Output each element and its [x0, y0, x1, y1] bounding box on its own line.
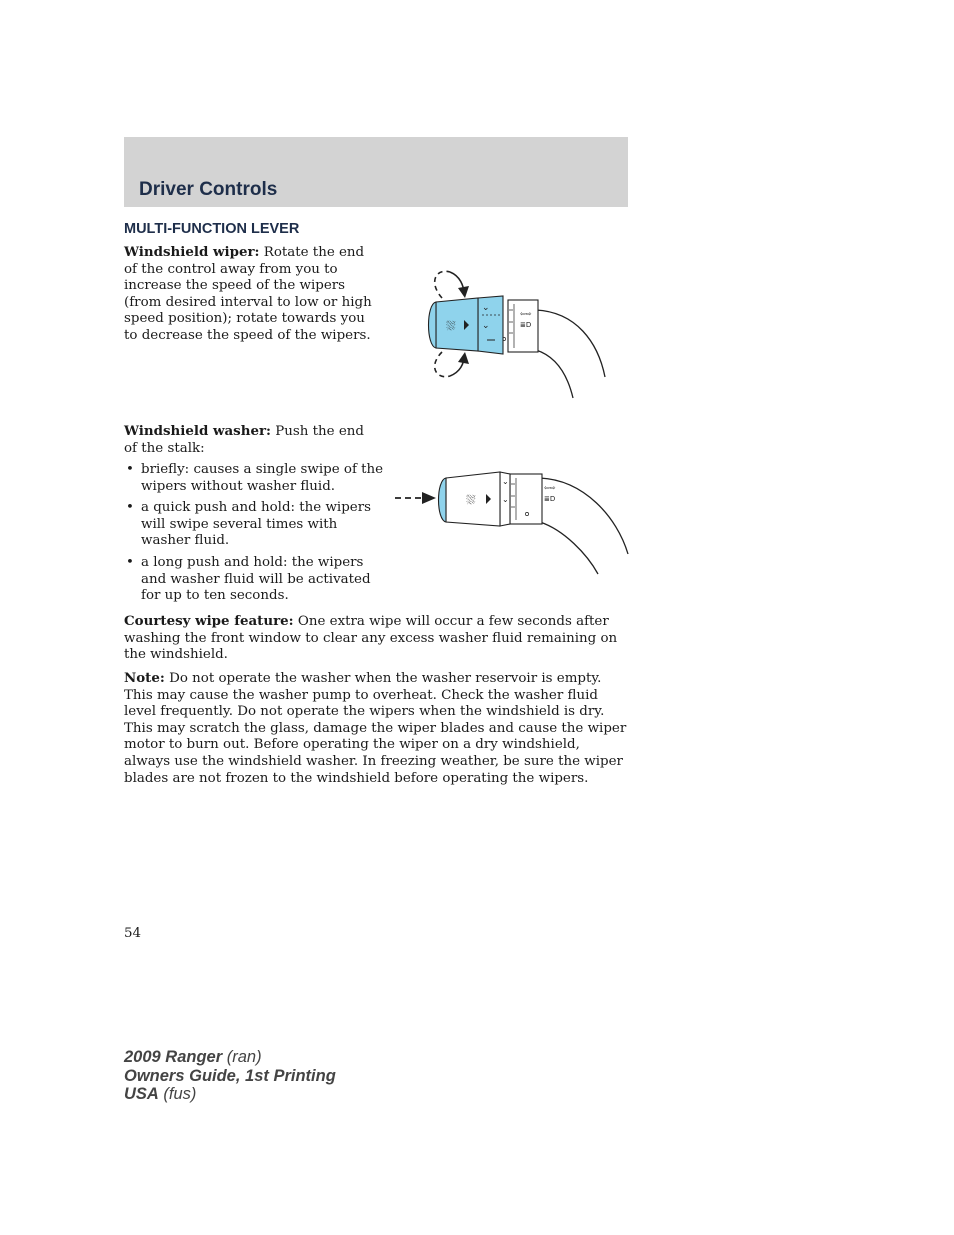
washer-push-illustration — [392, 462, 632, 580]
washer-label: Windshield washer: — [124, 423, 271, 439]
washer-text: Push the end of the stalk: — [124, 424, 364, 456]
note-label: Note: — [124, 670, 165, 686]
svg-text:⌄: ⌄ — [482, 321, 490, 331]
section-header-band — [124, 137, 628, 207]
courtesy-label: Courtesy wipe feature: — [124, 613, 294, 629]
svg-text:⛆: ⛆ — [466, 493, 476, 507]
svg-text:≣D: ≣D — [520, 321, 532, 329]
svg-text:⌄: ⌄ — [502, 495, 509, 504]
washer-bullet-list — [124, 462, 384, 610]
svg-text:⇦⇨: ⇦⇨ — [520, 310, 532, 318]
note-paragraph — [124, 670, 630, 787]
note-text: Do not operate the washer when the washer reservoir is empty. This may cause the washer pump to overheat. Check the washer fluid level frequently. Do not operate the wipers when the windshield is dry. This may scratch the glass, damage the wiper blades and cause the wiper motor to burn out. Before operating the wiper on a dry windshield, always use the windshield washer. In freezing weather, be sure the wiper blades are not frozen to the windshield before operating the wipers. — [124, 671, 627, 786]
wiper-text: Rotate the end of the control away from you to increase the speed of the wipers (from desired interval to low or high speed position); rotate towards you to decrease the speed of the wipers. — [124, 245, 372, 343]
footer-imprint: 2009 Ranger (ran) Owners Guide, 1st Printing USA (fus) — [124, 1048, 336, 1103]
page-title: Driver Controls — [139, 179, 278, 200]
svg-text:⛆: ⛆ — [446, 319, 456, 333]
list-item: • a long push and hold: the wipers and washer fluid will be activated for up to ten seconds. — [126, 554, 371, 604]
svg-text:⇦⇨: ⇦⇨ — [544, 484, 556, 492]
svg-text:⌄: ⌄ — [502, 477, 509, 486]
svg-text:≣D: ≣D — [544, 495, 556, 503]
washer-paragraph — [124, 423, 379, 457]
section-heading: MULTI-FUNCTION LEVER — [124, 221, 300, 237]
courtesy-paragraph — [124, 613, 629, 664]
list-item: • a quick push and hold: the wipers will swipe several times with washer fluid. — [126, 500, 371, 549]
page-number: 54 — [124, 926, 142, 941]
svg-text:⌄: ⌄ — [482, 303, 490, 313]
list-item: • briefly: causes a single swipe of the wipers without washer fluid. — [126, 462, 384, 494]
wiper-label: Windshield wiper: — [124, 244, 260, 260]
wiper-rotate-illustration — [408, 262, 618, 407]
courtesy-text: One extra wipe will occur a few seconds after washing the front window to clear any excess washer fluid remaining on the windshield. — [124, 614, 618, 663]
wiper-paragraph — [124, 244, 379, 345]
